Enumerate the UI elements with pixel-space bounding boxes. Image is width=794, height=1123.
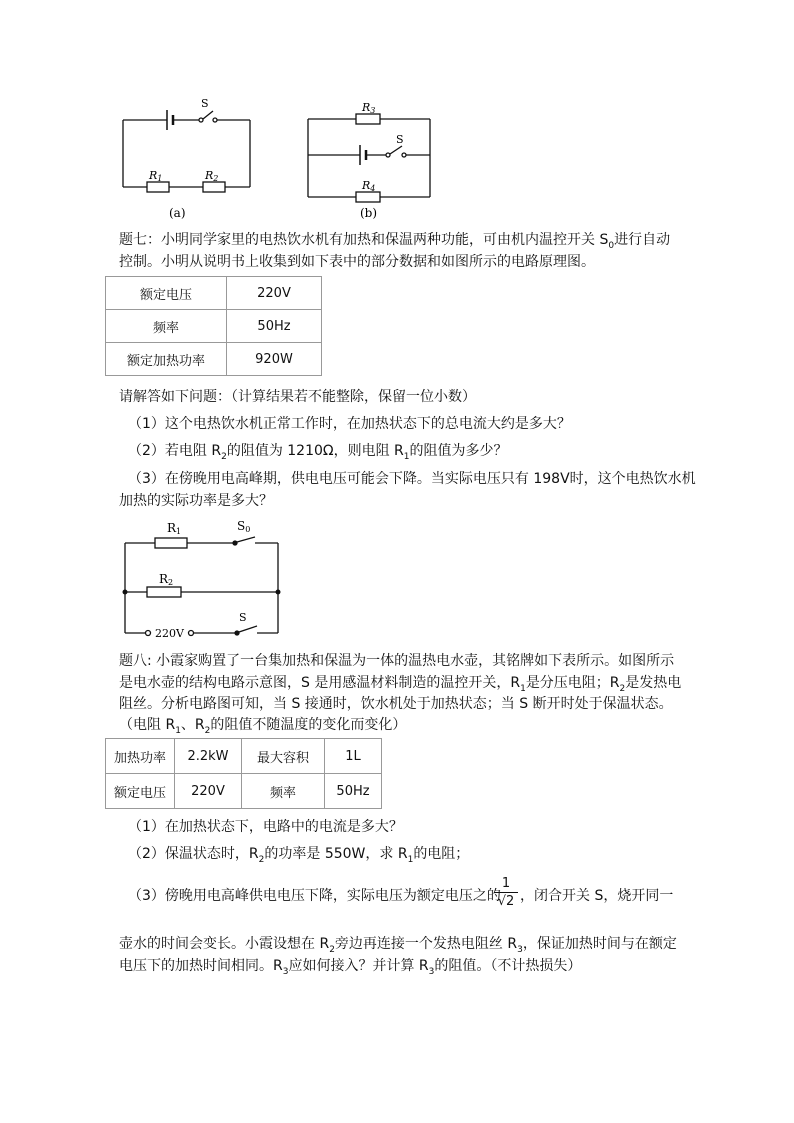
q7-intro-line2: 控制。小明从说明书上收集到如下表中的部分数据和如图所示的电路原理图。 xyxy=(119,254,595,270)
r3-label: R3 xyxy=(362,101,376,115)
q7-intro-line1: 题七：小明同学家里的电热饮水机有加热和保温两种功能，可由机内温控开关 $S_0$进行自动 xyxy=(119,232,671,251)
q8-line1: 题八: 小霞家购置了一台集加热和保温为一体的温热电水壶，其铭牌如下表所示。如图所示 xyxy=(119,653,675,669)
q7-question-1: （1）这个电热饮水机正常工作时，在加热状态下的总电流大约是多大？ xyxy=(128,416,571,432)
table-cell: 频率 xyxy=(242,774,325,809)
q7-question-2: （2）若电阻 $R_2$的阻值为 1210Ω，则电阻 $R_1$的阻值为多少？ xyxy=(128,443,508,462)
r1-label-c: R1 xyxy=(167,521,182,536)
caption-a: (a) xyxy=(169,206,186,220)
switch-label-b: S xyxy=(396,133,404,146)
switch-label: S xyxy=(201,97,209,110)
resistor-r4 xyxy=(356,192,380,202)
table-cell: 额定加热功率 xyxy=(106,343,227,376)
circuit-a-diagram xyxy=(115,95,260,225)
q8-line4: （电阻 $R_1$、$R_2$的阻值不随温度的变化而变化） xyxy=(119,717,407,736)
q8-question-2: （2）保温状态时，$R_2$的功率是 550W，求 $R_1$的电阻； xyxy=(128,846,470,865)
resistor-r1 xyxy=(147,182,169,192)
q8-question-1: （1）在加热状态下，电路中的电流是多大？ xyxy=(128,819,403,835)
fraction-denominator: √2 xyxy=(494,892,518,911)
r2-label: R2 xyxy=(205,169,219,183)
table-cell: 220V xyxy=(175,774,242,809)
q8-question-3-line1a: （3）傍晚用电高峰供电电压下降，实际电压为额定电压之的 xyxy=(128,888,501,904)
table-cell: 2.2kW xyxy=(175,739,242,774)
resistor-r3 xyxy=(356,114,380,124)
table-cell: 额定电压 xyxy=(106,774,175,809)
fraction-numerator: 1 xyxy=(501,876,511,891)
table-cell: 1L xyxy=(325,739,382,774)
table-cell: 220V xyxy=(227,277,322,310)
caption-b: (b) xyxy=(360,206,378,220)
q8-question-3-line2: 壶水的时间会变长。小霞设想在 $R_2$旁边再连接一个发热电阻丝 $R_3$，保证加热时间与在额定 xyxy=(119,936,677,955)
q7-question-3-line2: 加热的实际功率是多大？ xyxy=(119,493,273,509)
circuit-c-diagram xyxy=(115,515,290,645)
r1-label: R1 xyxy=(149,169,163,183)
q8-line2: 是电水壶的结构电路示意图，S 是用感温材料制造的温控开关，$R_1$是分压电阻；$R_2$是发热电 xyxy=(119,675,682,694)
table-cell: 920W xyxy=(227,343,322,376)
switch-label-c: S xyxy=(239,611,247,624)
q8-question-3-line3: 电压下的加热时间相同。$R_3$应如何接入？并计算 $R_3$的阻值。（不计热损失） xyxy=(119,958,582,977)
table-cell: 额定电压 xyxy=(106,277,227,310)
s0-label: S0 xyxy=(237,519,251,534)
table-cell: 频率 xyxy=(106,310,227,343)
q7-question-3-line1: （3）在傍晚用电高峰期，供电电压可能会下降。当实际电压只有 198V时，这个电热饮水机 xyxy=(128,471,696,487)
q7-spec-table xyxy=(105,276,322,376)
q7-prompt: 请解答如下问题：（计算结果若不能整除，保留一位小数） xyxy=(119,389,476,405)
resistor-r1-c xyxy=(155,538,187,548)
resistor-r2 xyxy=(203,182,225,192)
fraction xyxy=(494,876,518,911)
circuit-b-diagram xyxy=(300,95,440,225)
table-cell: 50Hz xyxy=(325,774,382,809)
resistor-r2-c xyxy=(147,587,181,597)
r2-label-c: R2 xyxy=(159,572,174,587)
q8-question-3-line1b: ，闭合开关 S，烧开同一 xyxy=(520,888,674,904)
q8-spec-table xyxy=(105,738,382,809)
table-cell: 加热功率 xyxy=(106,739,175,774)
r4-label: R4 xyxy=(362,179,376,193)
voltage-label: 220V xyxy=(155,627,184,640)
table-cell: 50Hz xyxy=(227,310,322,343)
q8-line3: 阻丝。分析电路图可知，当 S 接通时，饮水机处于加热状态；当 S 断开时处于保温状态。 xyxy=(119,696,673,712)
table-cell: 最大容积 xyxy=(242,739,325,774)
